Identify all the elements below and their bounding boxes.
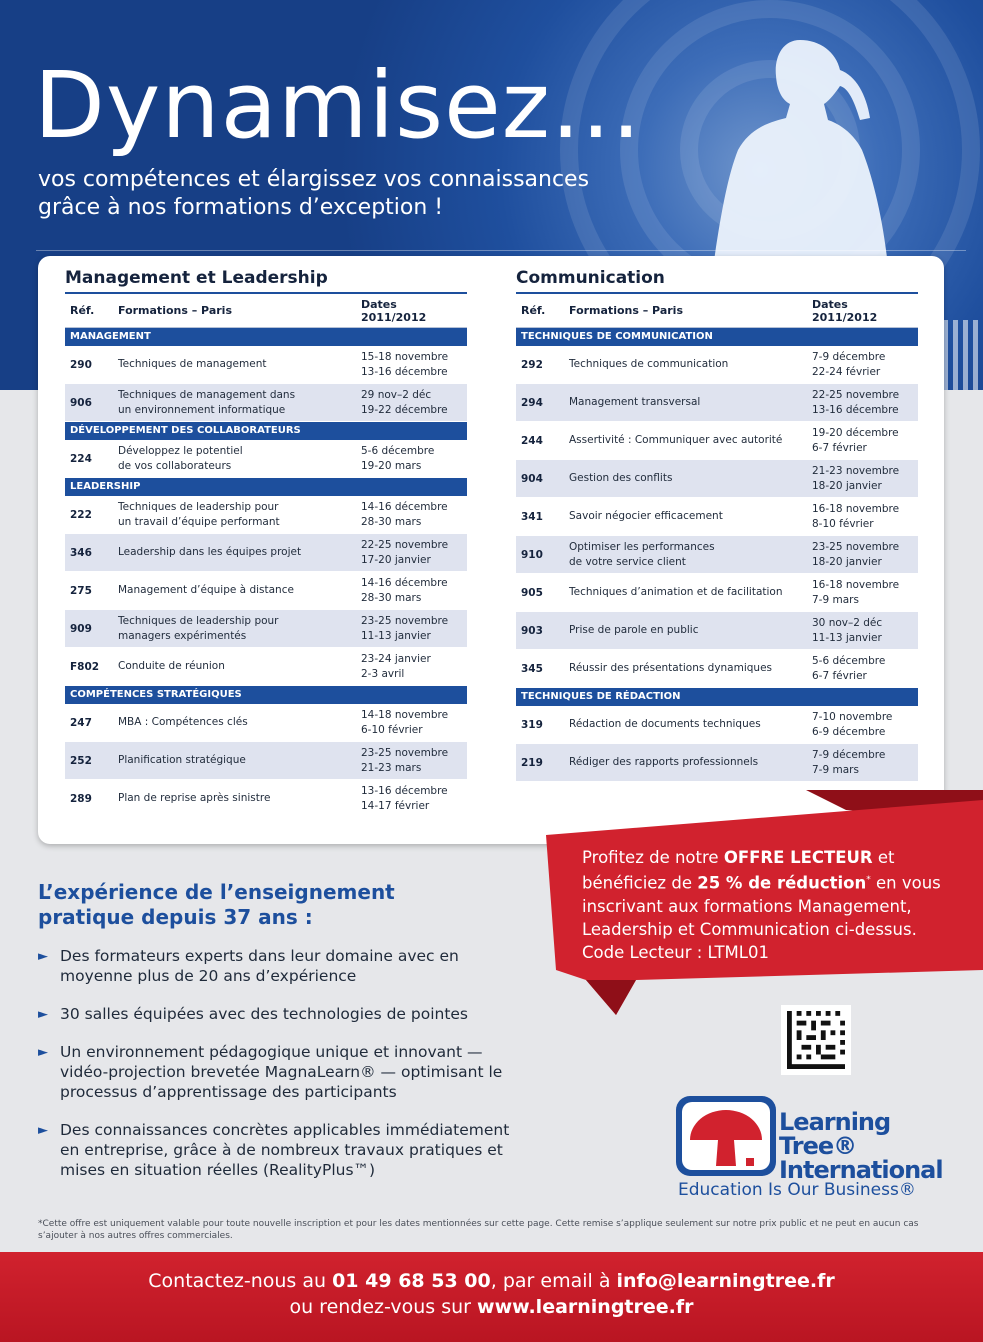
management-leadership-column [65, 268, 467, 818]
table-row[interactable] [65, 534, 467, 572]
list-item [38, 1004, 558, 1024]
table-row[interactable] [65, 346, 467, 384]
course-title: Conduite de réunion [118, 660, 225, 672]
course-ref: F802 [70, 660, 100, 673]
course-title: Leadership dans les équipes projet [118, 546, 302, 558]
table-row[interactable] [516, 346, 918, 384]
brand-tagline: Education Is Our Business® [678, 1180, 916, 1200]
header-ref: Réf. [70, 304, 95, 317]
communication-column [516, 268, 918, 782]
table-row[interactable] [65, 572, 467, 610]
list-item [38, 1120, 558, 1180]
table-row[interactable] [516, 706, 918, 744]
table-row[interactable] [65, 742, 467, 780]
course-dates: 22-25 novembre 17-20 janvier [361, 538, 449, 566]
contact-text: , par email à [490, 1270, 617, 1292]
course-title: Techniques de leadership pour managers expérimentés [118, 614, 279, 642]
course-dates: 23-25 novembre 21-23 mars [361, 746, 449, 774]
contact-text: Contactez-nous au [148, 1270, 333, 1292]
list-item-text: Des connaissances concrètes applicables immédiatement en entreprise, grâce à de nombreux travaux pratiques et mises en situation réelles (RealityPlus™) [60, 1121, 510, 1179]
qr-code-icon[interactable] [781, 1005, 851, 1075]
table-row[interactable] [516, 650, 918, 688]
offer-footnote: *Cette offre est uniquement valable pour toute nouvelle inscription et pour les dates mentionnées sur cette page. Cette remise s’applique seulement sur notre prix public et ne peut en aucun cas s’ajouter à nos autres offres commerciales. [38, 1219, 919, 1241]
table-row[interactable] [516, 384, 918, 422]
table-row[interactable] [65, 384, 467, 422]
course-table-card [38, 256, 944, 844]
course-title: Plan de reprise après sinistre [118, 792, 271, 804]
course-ref: 904 [521, 472, 543, 485]
section-header: LEADERSHIP [65, 478, 467, 496]
course-title: Planification stratégique [118, 754, 246, 766]
course-dates: 7-9 décembre 7-9 mars [812, 748, 886, 776]
course-dates: 5-6 décembre 19-20 mars [361, 444, 435, 472]
tree-logo-icon [676, 1096, 776, 1176]
course-ref: 292 [521, 358, 543, 371]
course-ref: 219 [521, 756, 543, 769]
section-header: TECHNIQUES DE RÉDACTION [516, 688, 918, 706]
course-ref: 289 [70, 792, 92, 805]
table-row[interactable] [516, 498, 918, 536]
triangle-bullet-icon: ► [38, 1045, 48, 1060]
email-link[interactable]: info@learningtree.fr [616, 1270, 835, 1292]
course-title: Rédaction de documents techniques [569, 718, 761, 730]
experience-heading-line: L’expérience de l’enseignement [38, 880, 395, 904]
table-row[interactable] [65, 496, 467, 534]
course-title: Rédiger des rapports professionnels [569, 756, 759, 768]
subtitle-line: vos compétences et élargissez vos connaissances [38, 167, 590, 192]
course-title: Management d’équipe à distance [118, 584, 294, 596]
section-header: DÉVELOPPEMENT DES COLLABORATEURS [65, 422, 467, 440]
course-title: Techniques d’animation et de facilitation [569, 586, 783, 598]
course-title: Techniques de leadership pour un travail d’équipe performant [118, 500, 280, 528]
course-dates: 23-25 novembre 18-20 janvier [812, 540, 900, 568]
table-row[interactable] [65, 704, 467, 742]
offer-text: en vous inscrivant aux formations Management, Leadership et Communication ci-dessus. [582, 873, 941, 939]
course-dates: 14-16 décembre 28-30 mars [361, 500, 448, 528]
contact-line [0, 1268, 983, 1294]
course-title: Développez le potentiel de vos collaborateurs [118, 444, 243, 472]
course-dates: 5-6 décembre 6-7 février [812, 654, 886, 682]
brand-name [779, 1110, 946, 1182]
course-title: Optimiser les performances de votre service client [569, 540, 715, 568]
course-dates: 14-18 novembre 6-10 février [361, 708, 449, 736]
course-dates: 16-18 novembre 8-10 février [812, 502, 900, 530]
list-item-text: Un environnement pédagogique unique et innovant — vidéo-projection brevetée MagnaLearn® — optimisant le processus d’apprentissage des participants [60, 1043, 503, 1101]
triangle-bullet-icon: ► [38, 1123, 48, 1138]
course-ref: 247 [70, 716, 92, 729]
triangle-bullet-icon: ► [38, 949, 48, 964]
experience-section [38, 880, 558, 1198]
course-title: Assertivité : Communiquer avec autorité [569, 434, 783, 446]
course-ref: 275 [70, 584, 92, 597]
course-dates: 22-25 novembre 13-16 décembre [812, 388, 900, 416]
course-title: Savoir négocier efficacement [569, 510, 723, 522]
list-item-text: 30 salles équipées avec des technologies de pointes [60, 1005, 469, 1023]
offer-highlight: OFFRE LECTEUR [723, 848, 873, 867]
table-row[interactable] [516, 744, 918, 782]
table-header [516, 294, 918, 328]
qr-code-graphic [787, 1011, 845, 1069]
course-ref: 341 [521, 510, 543, 523]
header-ref: Réf. [521, 304, 546, 317]
course-ref: 222 [70, 508, 92, 521]
table-row[interactable] [65, 780, 467, 818]
section-header: TECHNIQUES DE COMMUNICATION [516, 328, 918, 346]
course-ref: 224 [70, 452, 92, 465]
offer-text: Profitez de notre [582, 848, 724, 867]
experience-heading [38, 880, 558, 930]
subtitle-line: grâce à nos formations d’exception ! [38, 195, 444, 220]
contact-line [0, 1294, 983, 1320]
course-dates: 21-23 novembre 18-20 janvier [812, 464, 900, 492]
course-dates: 7-10 novembre 6-9 décembre [812, 710, 893, 738]
section-header: COMPÉTENCES STRATÉGIQUES [65, 686, 467, 704]
course-ref: 290 [70, 358, 92, 371]
brand-name-line: International [779, 1156, 943, 1184]
column-heading: Management et Leadership [65, 268, 467, 294]
course-title: Techniques de communication [569, 358, 729, 370]
course-title: Techniques de management [118, 358, 267, 370]
course-title: MBA : Compétences clés [118, 716, 248, 728]
course-dates: 15-18 novembre 13-16 décembre [361, 350, 449, 378]
list-item [38, 946, 558, 986]
experience-list [38, 946, 558, 1180]
course-ref: 903 [521, 624, 543, 637]
course-dates: 14-16 décembre 28-30 mars [361, 576, 448, 604]
section-header: MANAGEMENT [65, 328, 467, 346]
triangle-bullet-icon: ► [38, 1007, 48, 1022]
learning-tree-logo [676, 1096, 946, 1206]
course-title: Management transversal [569, 396, 701, 408]
website-link[interactable]: www.learningtree.fr [477, 1296, 694, 1318]
table-row[interactable] [516, 536, 918, 574]
footnote-marker: * [866, 875, 871, 885]
businessman-silhouette-image [690, 30, 900, 290]
experience-heading-line: pratique depuis 37 ans : [38, 905, 313, 929]
header-dates: Dates 2011/2012 [812, 297, 878, 324]
header-dates: Dates 2011/2012 [361, 297, 427, 324]
column-heading: Communication [516, 268, 918, 294]
divider [36, 250, 966, 251]
table-header [65, 294, 467, 328]
header-course: Formations – Paris [118, 304, 232, 317]
page-title: Dynamisez... [34, 52, 642, 159]
course-title: Gestion des conflits [569, 472, 673, 484]
course-ref: 906 [70, 396, 92, 409]
course-ref: 294 [521, 396, 543, 409]
list-item-text: Des formateurs experts dans leur domaine avec en moyenne plus de 20 ans d’expérience [60, 947, 459, 985]
list-item [38, 1042, 558, 1102]
course-dates: 23-24 janvier 2-3 avril [361, 652, 431, 680]
header-course: Formations – Paris [569, 304, 683, 317]
course-ref: 319 [521, 718, 543, 731]
brand-name-line: Learning Tree® [779, 1108, 891, 1160]
course-dates: 16-18 novembre 7-9 mars [812, 578, 900, 606]
table-row[interactable] [516, 574, 918, 612]
contact-text: ou rendez-vous sur [289, 1296, 478, 1318]
offer-discount: 25 % de réduction [697, 873, 867, 893]
course-ref: 910 [521, 548, 543, 561]
table-row[interactable] [516, 460, 918, 498]
course-ref: 244 [521, 434, 543, 447]
course-title: Prise de parole en public [569, 624, 699, 636]
phone-number[interactable]: 01 49 68 53 00 [332, 1270, 491, 1292]
contact-bar [0, 1252, 983, 1342]
course-dates: 30 nov–2 déc 11-13 janvier [812, 616, 883, 644]
course-ref: 905 [521, 586, 543, 599]
course-ref: 252 [70, 754, 92, 767]
table-row[interactable] [65, 440, 467, 478]
course-ref: 909 [70, 622, 92, 635]
course-ref: 346 [70, 546, 92, 559]
reader-code: Code Lecteur : LTML01 [582, 942, 769, 962]
table-row[interactable] [65, 648, 467, 686]
course-dates: 7-9 décembre 22-24 février [812, 350, 886, 378]
course-title: Réussir des présentations dynamiques [569, 662, 773, 674]
table-row[interactable] [65, 610, 467, 648]
page-subtitle [38, 166, 698, 222]
course-dates: 29 nov–2 déc 19-22 décembre [361, 388, 448, 416]
reader-offer-text [582, 846, 962, 964]
table-row[interactable] [516, 422, 918, 460]
course-ref: 345 [521, 662, 543, 675]
course-dates: 13-16 décembre 14-17 février [361, 784, 448, 812]
table-row[interactable] [516, 612, 918, 650]
course-dates: 23-25 novembre 11-13 janvier [361, 614, 449, 642]
offer-text: et bénéficiez de [582, 848, 895, 893]
course-title: Techniques de management dans un environnement informatique [118, 388, 296, 416]
course-dates: 19-20 décembre 6-7 février [812, 426, 899, 454]
